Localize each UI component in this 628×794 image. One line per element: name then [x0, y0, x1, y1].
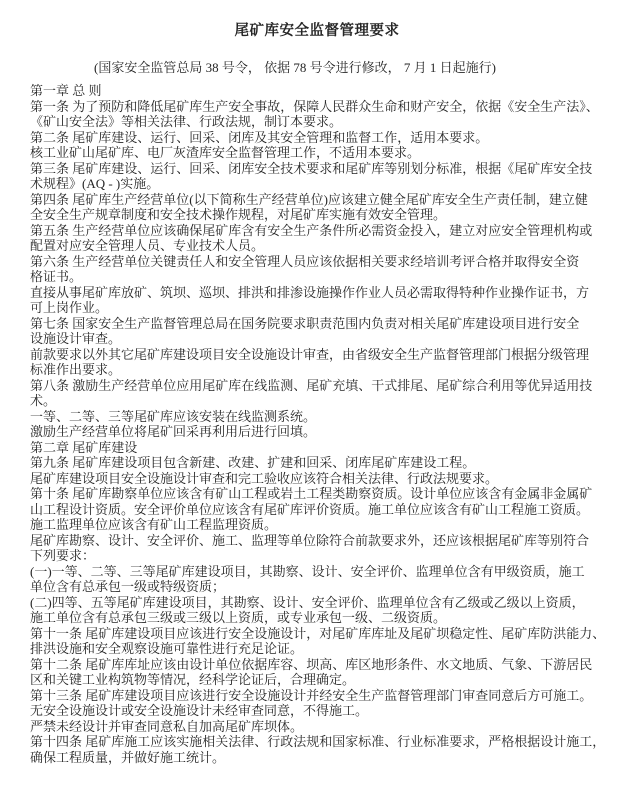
doc-line: 第十一条 尾矿库建设项目应该进行安全设施设计，对尾矿库库址及尾矿坝稳定性、尾矿库防洪能力、: [30, 625, 606, 641]
doc-line: 术规程》(AQ - )实施。: [30, 176, 160, 191]
doc-line: (一)一等、二等、三等尾矿库建设项目，其勘察、设计、安全评价、监理单位含有甲级资质，施工: [30, 563, 585, 579]
doc-line: 核工业矿山尾矿库、电厂灰渣库安全监督管理工作，不适用本要求。: [30, 145, 421, 160]
doc-line: 第二条 尾矿库建设、运行、回采、闭库及其安全管理和监督工作，适用本要求。: [30, 129, 489, 145]
doc-line: 施工监理单位应该含有矿山工程监理资质。: [30, 517, 278, 532]
doc-line: 施工单位含有总承包三级或三级以上资质，或专业承包一级、二级资质。: [30, 610, 447, 625]
doc-line: 术。: [30, 393, 57, 408]
doc-line: 标准作出要求。: [30, 362, 122, 377]
chapter-heading: 第一章 总 则: [30, 83, 102, 98]
doc-line: 无安全设施设计或安全设施设计未经审查同意，不得施工。: [30, 703, 369, 718]
doc-line: 第十二条 尾矿库库址应该由设计单位依据库容、坝高、库区地形条件、水文地质、气象、下游居民: [30, 656, 593, 672]
doc-line: 第十三条 尾矿库建设项目应该进行安全设施设计并经安全生产监督管理部门审查同意后方可施工。: [30, 687, 593, 703]
document-subtitle: (国家安全监管总局 38 号令， 依据 78 号令进行修改， 7 月 1 日起施行): [94, 60, 496, 75]
doc-line: 第六条 生产经营单位关键责任人和安全管理人员应该依据相关要求经培训考评合格并取得安全资: [30, 253, 580, 269]
doc-line: 直接从事尾矿库放矿、筑坝、巡坝、排洪和排渗设施操作作业人员必需取得特种作业操作证书，方: [30, 284, 590, 300]
doc-line: 单位含有总承包一级或特级资质；: [30, 579, 226, 594]
doc-line: 设施设计审查。: [30, 331, 122, 346]
doc-line: 下列要求：: [30, 548, 96, 563]
doc-line: 第四条 尾矿库生产经营单位(以下简称生产经营单位)应该建立健全尾矿库安全生产责任制，建立健: [30, 191, 588, 207]
doc-line: 第十条 尾矿库勘察单位应该含有矿山工程或岩土工程类勘察资质。设计单位应该含有金属非金属矿: [30, 486, 593, 501]
doc-line: 确保工程质量，并做好施工统计。: [30, 749, 226, 765]
doc-line: 前款要求以外其它尾矿库建设项目安全设施设计审查，由省级安全生产监督管理部门根据分级管理: [30, 346, 590, 362]
doc-line: 第十四条 尾矿库施工应该实施相关法律、行政法规和国家标准、行业标准要求，严格根据设计施工，: [30, 734, 606, 749]
doc-line: 第三条 尾矿库建设、运行、回采、闭库安全技术要求和尾矿库等别划分标准，根据《尾矿库安全技: [30, 160, 593, 176]
doc-line: 《矿山安全法》等相关法律、行政法规，制订本要求。: [30, 114, 343, 129]
doc-line: 激励生产经营单位将尾矿回采再利用后进行回填。: [30, 424, 317, 439]
doc-line: 尾矿库勘察、设计、安全评价、施工、监理等单位除符合前款要求外，还应该根据尾矿库等别符合: [30, 532, 590, 548]
doc-line: 尾矿库建设项目安全设施设计审查和完工验收应该符合相关法律、行政法规要求。: [30, 470, 499, 486]
doc-line: 格证书。: [30, 269, 83, 284]
doc-line: 排洪设施和安全观察设施可靠性进行充足论证。: [30, 641, 304, 656]
doc-line: 第九条 尾矿库建设项目包含新建、改建、扩建和回采、闭库尾矿库建设工程。: [30, 455, 476, 470]
doc-line: 山工程设计资质。安全评价单位应该含有尾矿库评价资质。施工单位应该含有矿山工程施工资质。: [30, 501, 590, 517]
doc-line: 全安全生产规章制度和安全技术操作规程，对尾矿库实施有效安全管理。: [30, 207, 447, 222]
doc-line: 第七条 国家安全生产监督管理总局在国务院要求职责范围内负责对相关尾矿库建设项目进行安全: [30, 315, 580, 331]
doc-line: 第五条 生产经营单位应该确保尾矿库含有安全生产条件所必需资金投入，建立对应安全管理机构或: [30, 222, 593, 238]
doc-line: 一等、二等、三等尾矿库应该安装在线监测系统。: [30, 408, 317, 424]
doc-line: 配置对应安全管理人员、专业技术人员。: [30, 238, 265, 253]
document-title: 尾矿库安全监督管理要求: [234, 23, 400, 39]
doc-line: 严禁未经设计并审查同意私自加高尾矿库坝体。: [30, 718, 304, 734]
doc-line: 可上岗作业。: [30, 300, 109, 315]
document-body: [30, 83, 604, 765]
doc-line: 区和关键工业构筑物等情况，经科学论证后，合理确定。: [30, 672, 356, 687]
doc-line: 第八条 激励生产经营单位应用尾矿库在线监测、尾矿充填、干式排尾、尾矿综合利用等优异适用技: [30, 377, 593, 393]
doc-line: 第一条 为了预防和降低尾矿库生产安全事故，保障人民群众生命和财产安全，依据《安全生产法》、: [30, 98, 599, 114]
chapter-heading: 第二章 尾矿库建设: [30, 439, 138, 455]
doc-line: (二)四等、五等尾矿库建设项目，其勘察、设计、安全评价、监理单位含有乙级或乙级以上资质，: [30, 594, 585, 610]
